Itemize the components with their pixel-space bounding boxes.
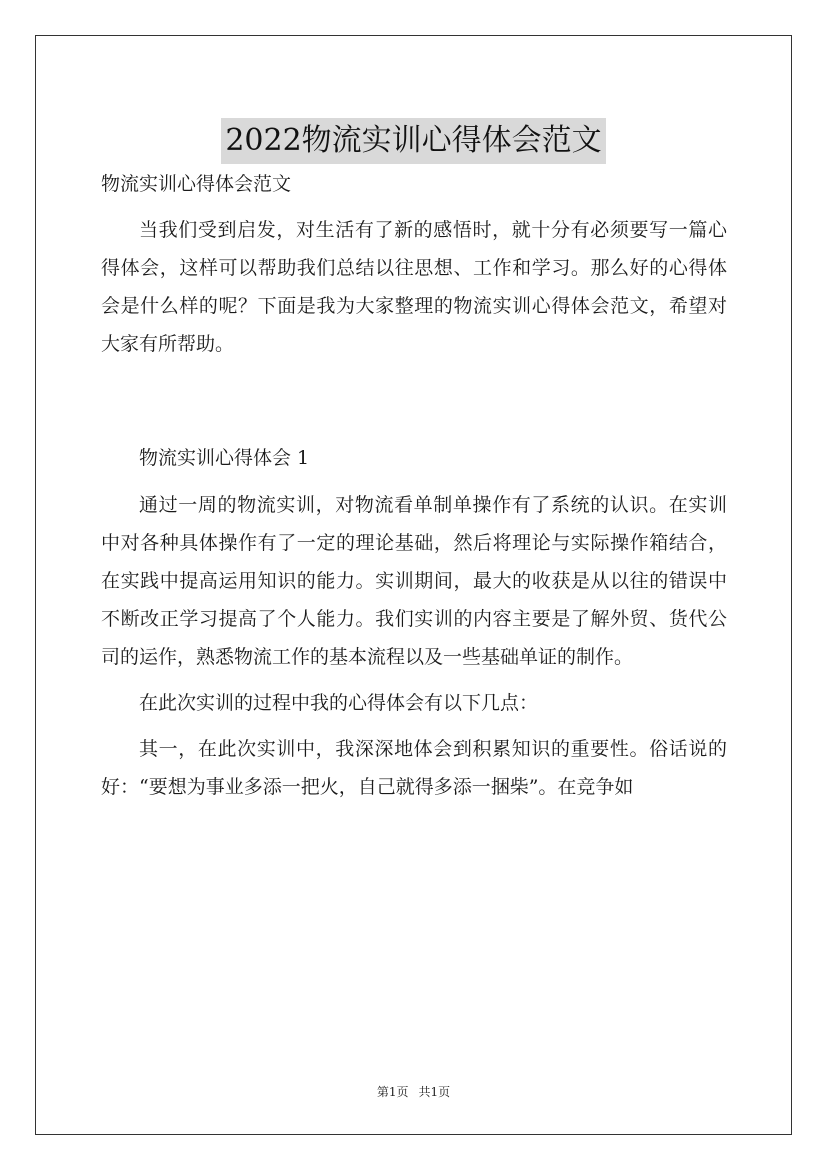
section-heading: 物流实训心得体会 1 <box>139 447 310 469</box>
paragraph: 在此次实训的过程中我的心得体会有以下几点： <box>139 692 539 714</box>
page-number: 第1页 <box>376 1085 409 1099</box>
page-footer <box>0 1083 827 1101</box>
paragraph: 其一，在此次实训中，我深深地体会到积累知识的重要性。俗话说的好：“要想为事业多添一把火，自己就得多添一捆柴”。在竞争如 <box>101 738 727 798</box>
page-total: 共1页 <box>418 1085 451 1099</box>
document-body <box>101 165 727 806</box>
paragraph: 通过一周的物流实训，对物流看单制单操作有了系统的认识。在实训中对各种具体操作有了一定的理论基础，然后将理论与实际操作箱结合，在实践中提高运用知识的能力。实训期间，最大的收获是从以往的错误中不断改正学习提高了个人能力。我们实训的内容主要是了解外贸、货代公司的运作，熟悉物流工作的基本流程以及一些基础单证的制作。 <box>101 494 727 668</box>
document-title: 2022物流实训心得体会范文 <box>221 118 605 164</box>
document-subtitle: 物流实训心得体会范文 <box>101 173 292 195</box>
paragraph-intro: 当我们受到启发，对生活有了新的感悟时，就十分有必须要写一篇心得体会，这样可以帮助我们总结以往思想、工作和学习。那么好的心得体会是什么样的呢？下面是我为大家整理的物流实训心得体会范文，希望对大家有所帮助。 <box>101 219 727 355</box>
